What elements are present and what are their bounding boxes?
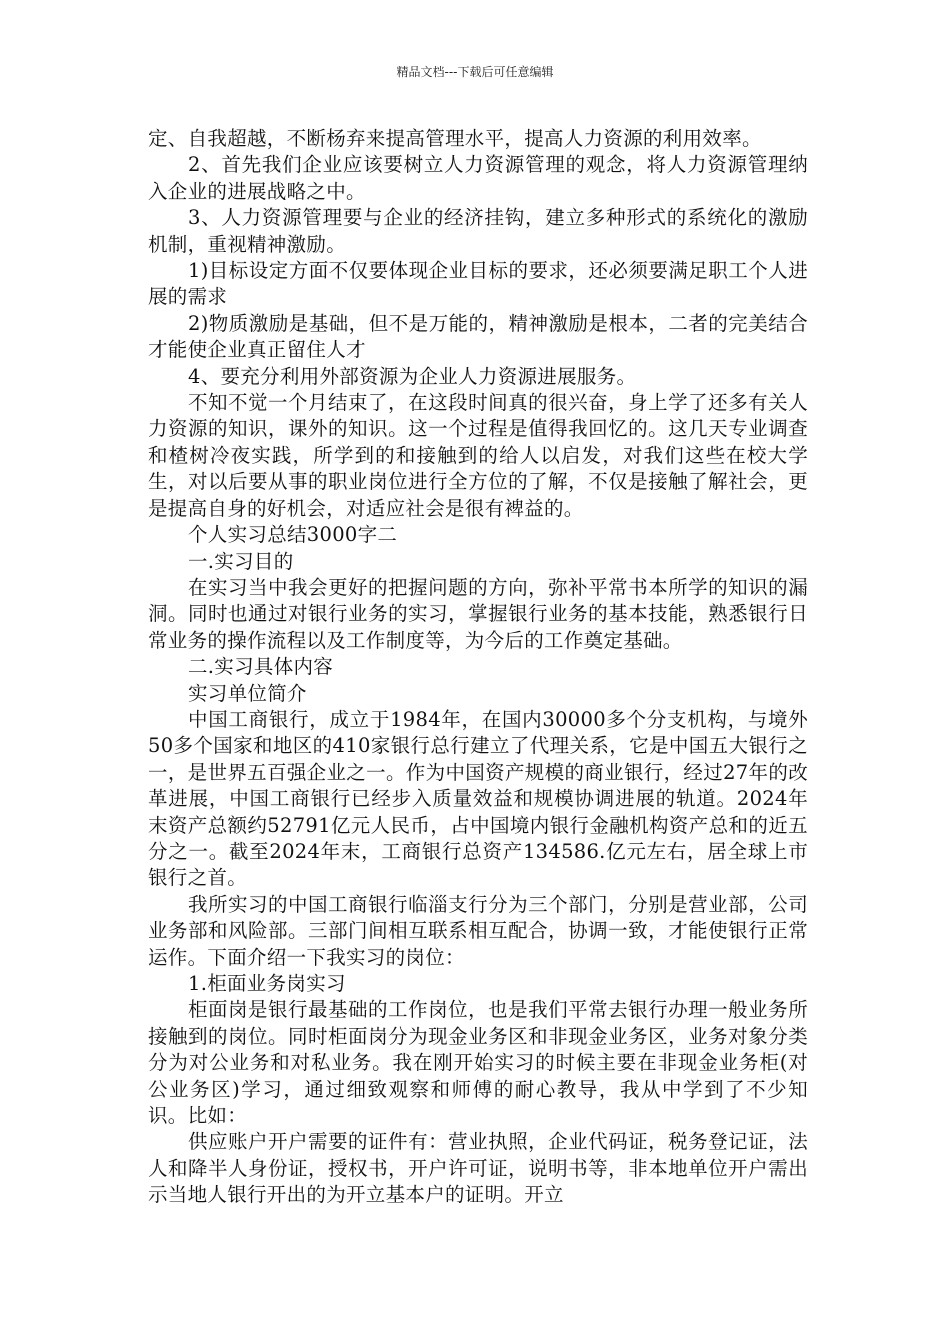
section-heading: 二.实习具体内容 (188, 655, 334, 679)
paragraph: 我所实习的中国工商银行临淄支行分为三个部门，分别是营业部，公司业务部和风险部。三部门间相互联系相互配合，协调一致，才能使银行正常运作。下面介绍一下我实习的岗位： (148, 892, 808, 969)
paragraph: 4、要充分利用外部资源为企业人力资源进展服务。 (188, 364, 637, 388)
document-body (148, 126, 808, 1209)
paragraph: 1)目标设定方面不仅要体现企业目标的要求，还必须要满足职工个人进展的需求 (148, 259, 808, 309)
paragraph: 在实习当中我会更好的把握问题的方向，弥补平常书本所学的知识的漏洞。同时也通过对银行业务的实习，掌握银行业务的基本技能，熟悉银行日常业务的操作流程以及工作制度等，为今后的工作奠定基础。 (148, 575, 808, 652)
paragraph: 中国工商银行，成立于1984年，在国内30000多个分支机构，与境外50多个国家和地区的410家银行总行建立了代理关系，它是中国五大银行之一，是世界五百强企业之一。作为中国资产规模的商业银行，经过27年的改革进展，中国工商银行已经步入质量效益和规模协调进展的轨道。2024年末资产总额约52791亿元人民币，占中国境内银行金融机构资产总和的近五分之一。截至2024年末，工商银行总资产134586.亿元左右，居全球上市银行之首。 (148, 707, 808, 890)
subsection-heading: 1.柜面业务岗实习 (188, 972, 346, 995)
paragraph: 不知不觉一个月结束了，在这段时间真的很兴奋，身上学了还多有关人力资源的知识，课外的知识。这一个过程是值得我回忆的。这几天专业调查和楂树冷夜实践，所学到的和接触到的给人以启发，对我们这些在校大学生，对以后要从事的职业岗位进行全方位的了解，不仅是接触了解社会，更是提高自身的好机会，对适应社会是很有裨益的。 (148, 391, 808, 520)
section-title: 个人实习总结3000字二 (188, 523, 398, 547)
page-header: 精品文档---下载后可任意编辑 (396, 65, 554, 79)
paragraph: 供应账户开户需要的证件有：营业执照，企业代码证，税务登记证，法人和降半人身份证，授权书，开户许可证，说明书等，非本地单位开户需出示当地人银行开出的为开立基本户的证明。开立 (148, 1130, 808, 1207)
paragraph: 柜面岗是银行最基础的工作岗位，也是我们平常去银行办理一般业务所接触到的岗位。同时柜面岗分为现金业务区和非现金业务区，业务对象分类分为对公业务和对私业务。我在刚开始实习的时候主要在非现金业务柜(对公业务区)学习，通过细致观察和师傅的耐心教导，我从中学到了不少知识。比如： (148, 998, 808, 1128)
paragraph: 定、自我超越，不断杨弃来提高管理水平，提高人力资源的利用效率。 (148, 127, 762, 150)
section-heading: 一.实习目的 (188, 549, 294, 573)
paragraph: 2)物质激励是基础，但不是万能的，精神激励是根本，二者的完美结合才能使企业真正留住人才 (148, 311, 808, 362)
paragraph: 3、人力资源管理要与企业的经济挂钩，建立多种形式的系统化的激励机制，重视精神激励。 (148, 206, 808, 256)
paragraph: 2、首先我们企业应该要树立人力资源管理的观念，将人力资源管理纳入企业的进展战略之中。 (148, 153, 808, 203)
subsection-heading: 实习单位简介 (188, 681, 307, 705)
